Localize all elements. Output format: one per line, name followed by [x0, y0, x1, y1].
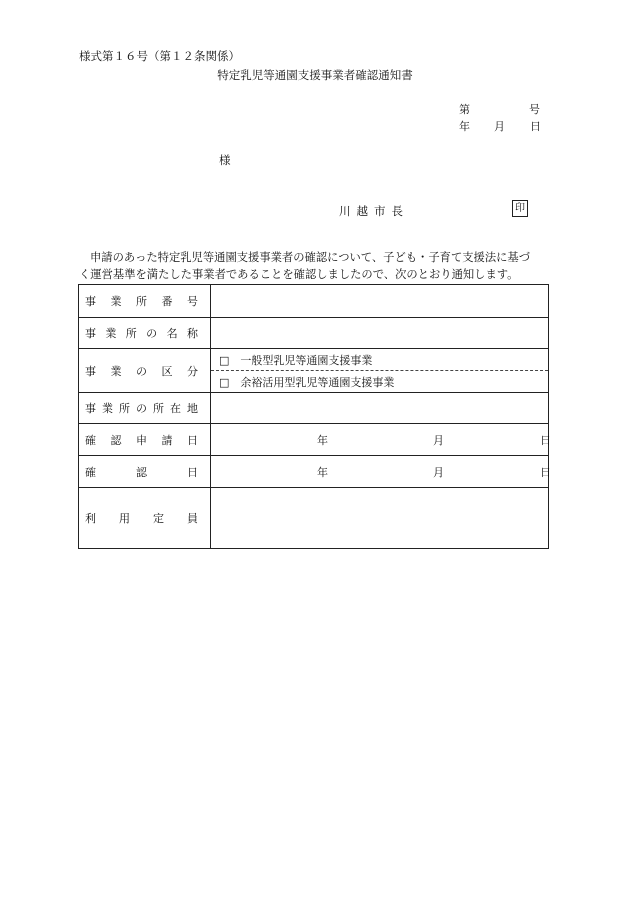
doc-number-prefix: 第 [459, 103, 470, 116]
table-row [79, 488, 549, 549]
table-row [79, 393, 549, 424]
date-day-label: 日 [530, 120, 541, 133]
row-label-capacity: 利 用 定 員 [79, 488, 211, 549]
document-title: 特定乳児等通園支援事業者確認通知書 [217, 68, 413, 82]
date-year-label: 年 [459, 120, 470, 133]
office-name-field[interactable] [211, 318, 549, 349]
office-address-field[interactable] [211, 393, 549, 424]
body-line-1: 申請のあった特定乳児等通園支援事業者の確認について、子ども・子育て支援法に基づ [90, 251, 531, 264]
body-line-2: く運営基準を満たした事業者であることを確認しましたので、次のとおり通知します。 [79, 268, 519, 281]
row-label-office-name: 事 業 所 の 名 称 [79, 318, 211, 349]
seal-mark: 印 [512, 200, 528, 217]
row-label-office-number: 事 業 所 番 号 [79, 285, 211, 318]
row-label-application-date: 確 認 申 請 日 [79, 424, 211, 456]
row-label-office-address: 事 業 所 の 所 在 地 [79, 393, 211, 424]
category-option-surplus[interactable]: □ 余裕活用型乳児等通園支援事業 [211, 371, 549, 393]
table-row [79, 424, 549, 456]
doc-number-suffix: 号 [529, 103, 540, 116]
application-date-field[interactable]: 年 月 日 [211, 424, 549, 456]
sender-name: 川越市長 [339, 204, 409, 218]
row-label-confirmation-date: 確 認 日 [79, 456, 211, 488]
addressee-honorific: 様 [219, 153, 231, 167]
date-month-label: 月 [494, 120, 505, 133]
table-row [79, 318, 549, 349]
office-number-field[interactable] [211, 285, 549, 318]
capacity-field[interactable] [211, 488, 549, 549]
table-row [79, 285, 549, 318]
body-text [79, 249, 552, 283]
category-option-general[interactable]: □ 一般型乳児等通園支援事業 [211, 349, 549, 371]
table-row [79, 456, 549, 488]
form-number: 様式第１６号（第１２条関係） [79, 49, 240, 63]
confirmation-date-field[interactable]: 年 月 日 [211, 456, 549, 488]
row-label-business-category: 事 業 の 区 分 [79, 349, 211, 393]
info-table [78, 284, 549, 549]
table-row [79, 349, 549, 371]
